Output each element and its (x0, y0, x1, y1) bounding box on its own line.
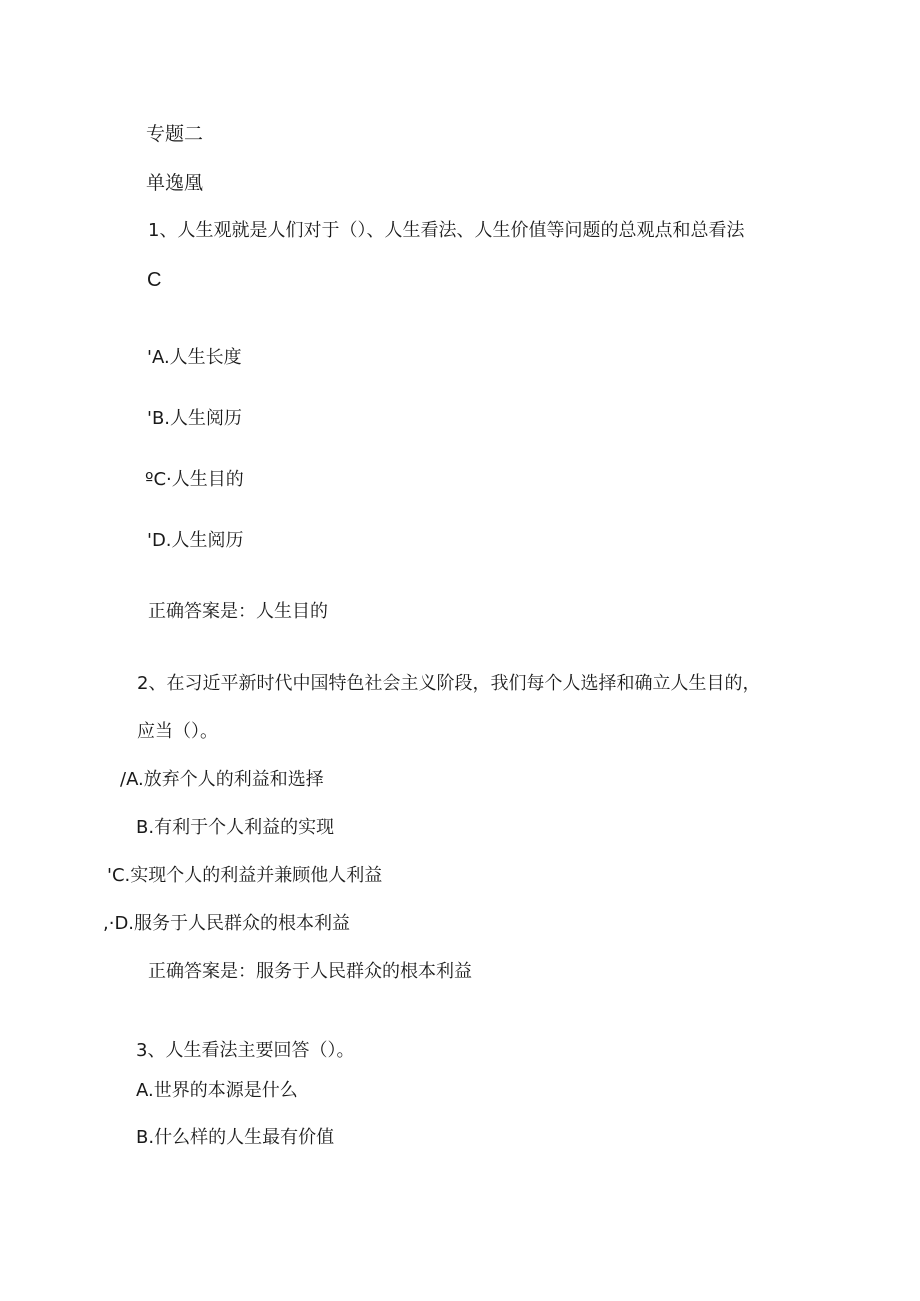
section-title: 单逸凰 (146, 172, 204, 194)
question-3-stem: 3、人生看法主要回答（）。 (136, 1040, 355, 1061)
page-title: 专题二 (146, 123, 204, 145)
question-3-option-a[interactable]: A.世界的本源是什么 (136, 1080, 298, 1101)
question-2-option-b[interactable]: B.有利于个人利益的实现 (136, 817, 335, 838)
question-1-answer: 正确答案是：人生目的 (148, 601, 328, 622)
question-2-option-c[interactable]: 'C.实现个人的利益并兼顾他人利益 (107, 865, 383, 886)
question-2-stem-line-2: 应当（）。 (137, 721, 218, 742)
question-1-marker: C (147, 269, 162, 291)
question-3-option-b[interactable]: B.什么样的人生最有价值 (136, 1127, 335, 1148)
question-2-option-a[interactable]: /A.放弃个人的利益和选择 (120, 769, 324, 790)
question-1-option-a[interactable]: 'A.人生长度 (147, 347, 242, 368)
question-2-option-d[interactable]: ,·D.服务于人民群众的根本利益 (103, 913, 351, 934)
question-2-stem-line-1: 2、在习近平新时代中国特色社会主义阶段，我们每个人选择和确立人生目的， (137, 673, 761, 694)
question-2-answer: 正确答案是：服务于人民群众的根本利益 (148, 961, 472, 982)
question-1-option-d[interactable]: 'D.人生阅历 (147, 530, 244, 551)
question-1-option-b[interactable]: 'B.人生阅历 (147, 408, 243, 429)
question-1-option-c[interactable]: ºC·人生目的 (145, 469, 244, 490)
question-1-stem: 1、人生观就是人们对于（）、人生看法、人生价值等问题的总观点和总看法 (148, 220, 745, 241)
